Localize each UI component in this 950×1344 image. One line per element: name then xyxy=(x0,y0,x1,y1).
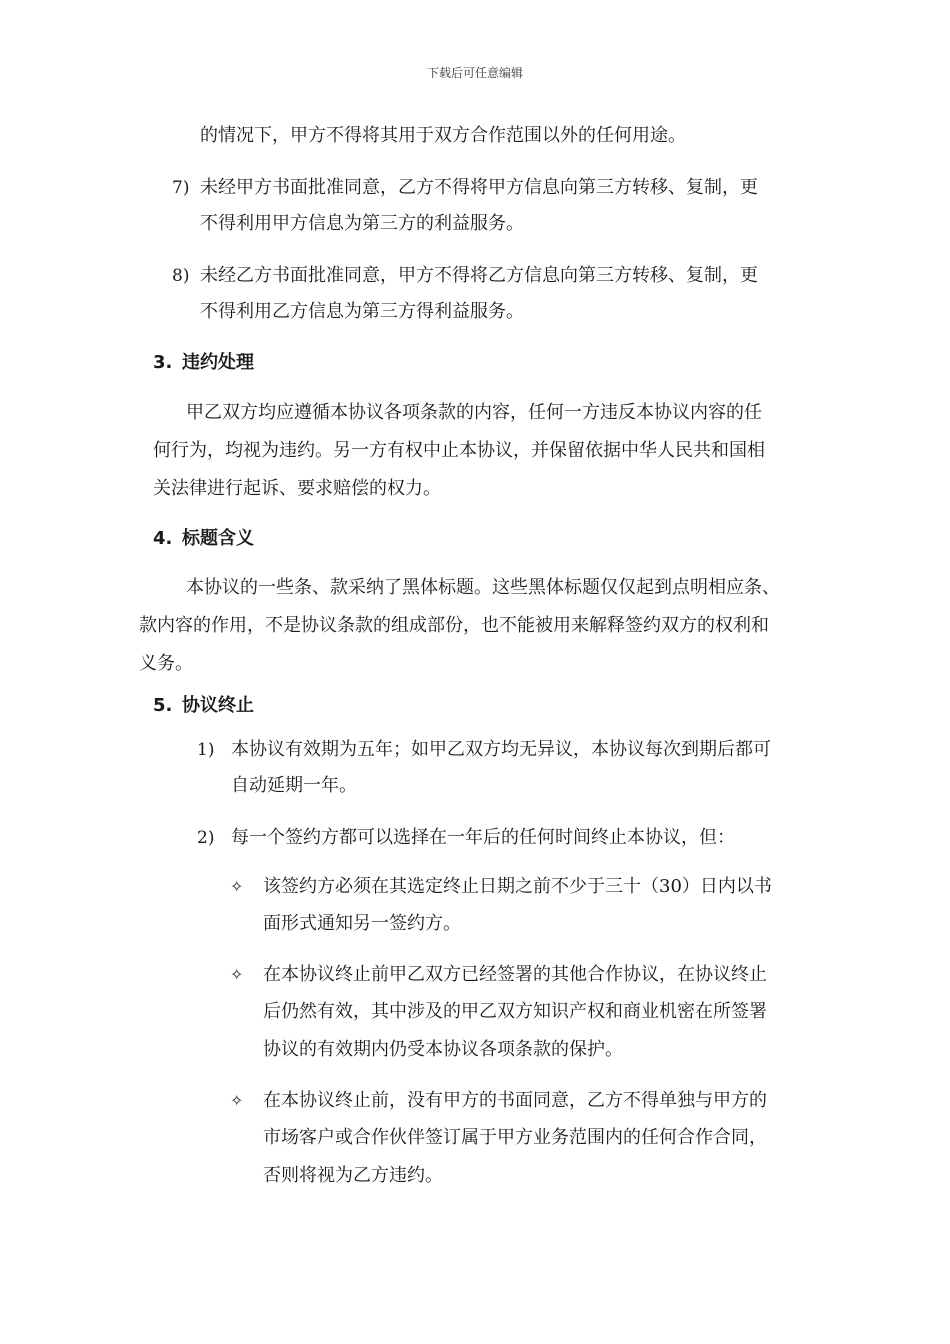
item8-marker: 8) xyxy=(172,266,190,286)
diamond-bullet-icon: ✧ xyxy=(230,965,244,984)
bullet2-line1: 在本协议终止前甲乙双方已经签署的其他合作协议，在协议终止 xyxy=(263,964,767,985)
section4-line2: 款内容的作用，不是协议条款的组成部份，也不能被用来解释签约双方的权利和 xyxy=(139,615,769,636)
bullet2-line3: 协议的有效期内仍受本协议各项条款的保护。 xyxy=(263,1039,623,1060)
diamond-bullet-icon: ✧ xyxy=(230,1091,244,1110)
section5-item2-marker: 2) xyxy=(197,828,215,848)
section3-title: 违约处理 xyxy=(182,352,254,373)
bullet1-line2: 面形式通知另一签约方。 xyxy=(263,913,461,934)
section5-item1-line2: 自动延期一年。 xyxy=(231,775,357,796)
bullet1-line1: 该签约方必须在其选定终止日期之前不少于三十（30）日内以书 xyxy=(263,876,772,897)
section4-number: 4. xyxy=(153,528,173,549)
page-header: 下载后可任意编辑 xyxy=(426,66,523,80)
section5-item1-line1: 本协议有效期为五年；如甲乙双方均无异议，本协议每次到期后都可 xyxy=(231,739,771,760)
item7-marker: 7) xyxy=(172,178,190,198)
section4-line1: 本协议的一些条、款采纳了黑体标题。这些黑体标题仅仅起到点明相应条、 xyxy=(186,577,780,598)
diamond-bullet-icon: ✧ xyxy=(230,877,244,896)
item7-line2: 不得利用甲方信息为第三方的利益服务。 xyxy=(200,213,524,234)
section3-number: 3. xyxy=(153,352,173,373)
bullet3-line3: 否则将视为乙方违约。 xyxy=(263,1165,443,1186)
section3-line1: 甲乙双方均应遵循本协议各项条款的内容，任何一方违反本协议内容的任 xyxy=(186,402,762,423)
section3-line3: 关法律进行起诉、要求赔偿的权力。 xyxy=(153,478,441,499)
item8-line2: 不得利用乙方信息为第三方得利益服务。 xyxy=(200,301,524,322)
section5-number: 5. xyxy=(153,695,173,716)
item7-line1: 未经甲方书面批准同意，乙方不得将甲方信息向第三方转移、复制，更 xyxy=(200,177,758,198)
bullet3-line2: 市场客户或合作伙伴签订属于甲方业务范围内的任何合作合同， xyxy=(263,1127,767,1148)
bullet2-line2: 后仍然有效，其中涉及的甲乙双方知识产权和商业机密在所签署 xyxy=(263,1001,767,1022)
bullet3-line1: 在本协议终止前，没有甲方的书面同意，乙方不得单独与甲方的 xyxy=(263,1090,767,1111)
section4-title: 标题含义 xyxy=(182,528,254,549)
section5-item1-marker: 1) xyxy=(197,740,215,760)
section5-title: 协议终止 xyxy=(182,695,254,716)
section4-line3: 义务。 xyxy=(139,653,193,674)
section3-line2: 何行为，均视为违约。另一方有权中止本协议，并保留依据中华人民共和国相 xyxy=(153,440,765,461)
item6-continuation: 的情况下，甲方不得将其用于双方合作范围以外的任何用途。 xyxy=(200,125,686,146)
section5-item2-line1: 每一个签约方都可以选择在一年后的任何时间终止本协议，但： xyxy=(231,827,735,848)
item8-line1: 未经乙方书面批准同意，甲方不得将乙方信息向第三方转移、复制，更 xyxy=(200,265,758,286)
